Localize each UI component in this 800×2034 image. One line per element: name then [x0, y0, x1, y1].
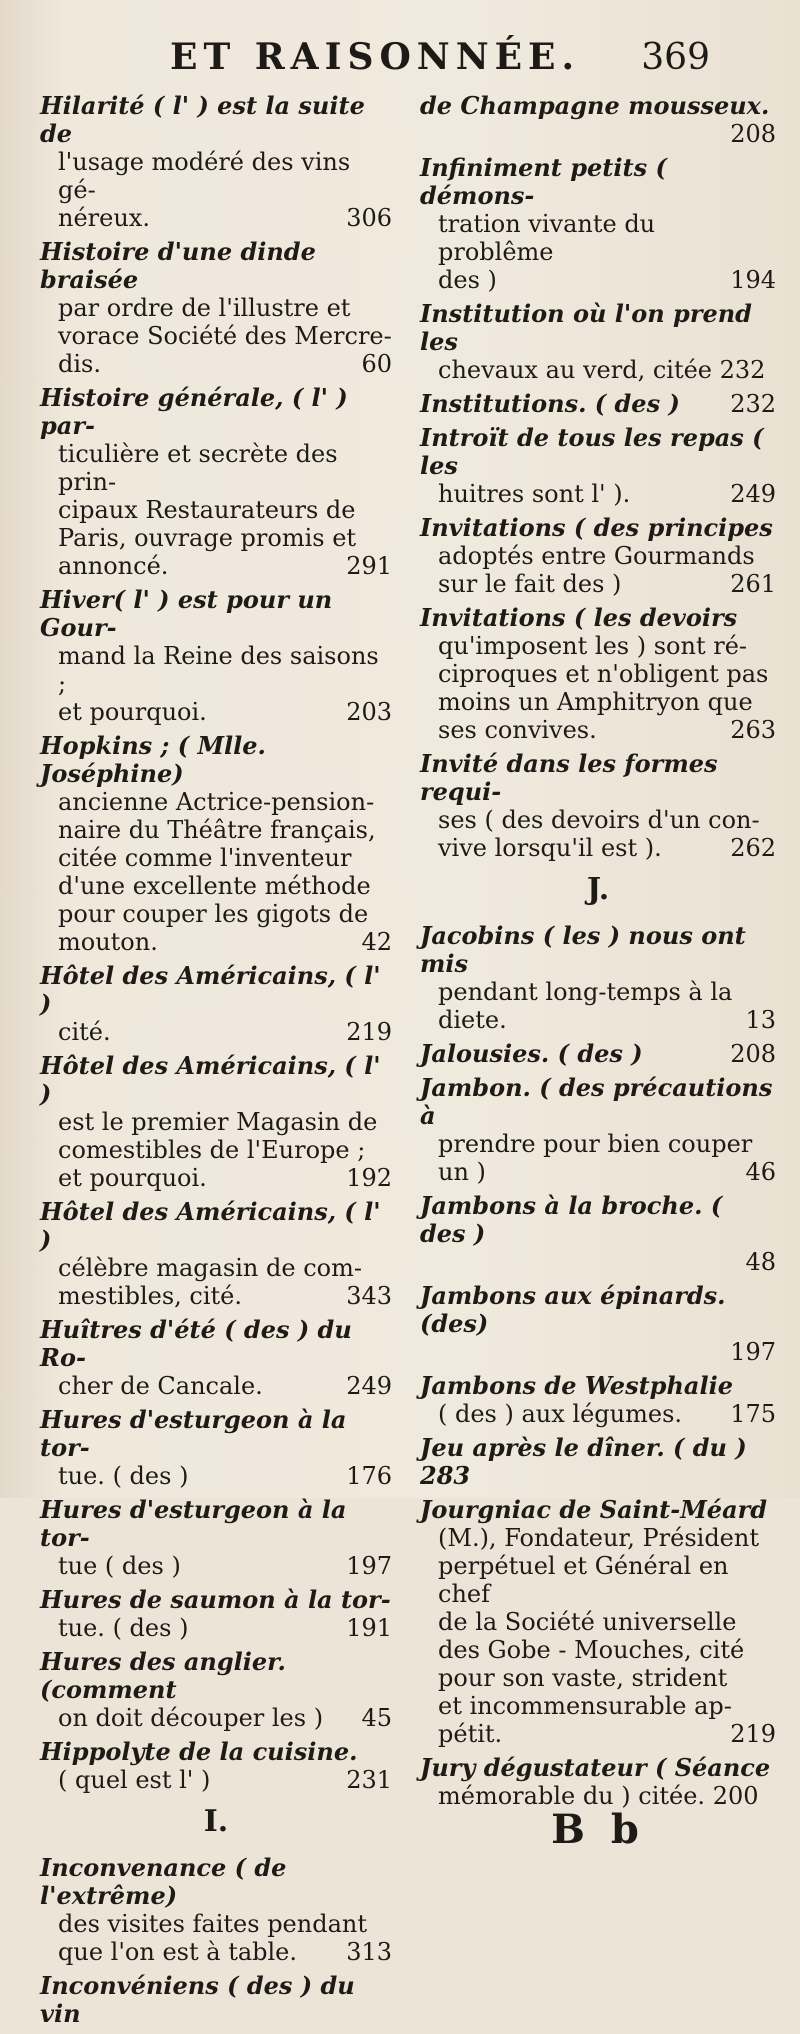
entry-text: mémorable du ) citée. 200 [438, 1782, 759, 1810]
index-entry-line [420, 1720, 776, 1748]
index-entry-line [420, 1552, 776, 1608]
page-ref: 175 [730, 1400, 776, 1428]
entry-text: Invité dans les formes requi- [420, 749, 718, 806]
entry-text: cher de Cancale. [58, 1372, 263, 1400]
entry-text: mand la Reine des saisons ; [58, 642, 379, 698]
index-entry-line [420, 1074, 776, 1130]
index-entry-line [420, 1496, 776, 1524]
entry-text: Hopkins ; ( Mlle. Joséphine) [40, 731, 266, 788]
index-entry-line [420, 1282, 776, 1338]
entry-text: (M.), Fondateur, Président [438, 1524, 759, 1552]
index-column-right [420, 91, 776, 1853]
entry-text: qu'imposent les ) sont ré- [438, 632, 748, 660]
index-entry-line [40, 1704, 392, 1732]
index-entry [40, 1052, 392, 1192]
entry-text: ( des ) aux légumes. [438, 1400, 683, 1428]
index-entry-line [420, 300, 776, 356]
index-entry [40, 732, 392, 956]
index-entry [40, 92, 392, 232]
running-head [170, 36, 710, 78]
page-ref: 219 [346, 1018, 392, 1046]
index-entry [40, 1586, 392, 1642]
page-number: 369 [641, 37, 710, 78]
index-entry-line [420, 834, 776, 862]
entry-text: sur le fait des ) [438, 570, 622, 598]
entry-text: Hures des anglier.(comment [40, 1647, 286, 1704]
page-ref: 306 [346, 204, 392, 232]
index-entry-line [420, 632, 776, 660]
index-entry [420, 154, 776, 294]
index-entry-line [420, 978, 776, 1006]
index-entry-line [40, 1972, 392, 2028]
entry-text: Jalousies. ( des ) [420, 1039, 643, 1068]
entry-text: chevaux au verd, citée 232 [438, 356, 766, 384]
page-ref: 42 [361, 928, 392, 956]
index-entry [420, 1496, 776, 1748]
index-entry-line [40, 1198, 392, 1254]
entry-text: tue ( des ) [58, 1552, 181, 1580]
index-entry [40, 1316, 392, 1400]
entry-text: on doit découper les ) [58, 1704, 324, 1732]
index-entry-line [420, 1248, 776, 1276]
entry-text: naire du Théâtre français, [58, 816, 376, 844]
index-entry-line [40, 1254, 392, 1282]
entry-text: pour son vaste, strident [438, 1664, 728, 1692]
index-entry-line [420, 1754, 776, 1782]
entry-text: un ) [438, 1158, 486, 1186]
index-entry-line [420, 1636, 776, 1664]
index-entry-line [40, 1406, 392, 1462]
entry-text: annoncé. [58, 552, 169, 580]
entry-text: Jury dégustateur ( Séance [420, 1753, 771, 1782]
entry-text: mouton. [58, 928, 158, 956]
section-letter: I. [203, 1804, 229, 1839]
entry-text: Jeu après le dîner. ( du ) 283 [420, 1433, 747, 1490]
index-entry-line [420, 604, 776, 632]
index-entry-line [40, 294, 392, 322]
entry-text: l'usage modéré des vins gé- [58, 148, 351, 204]
index-entry-line [420, 1158, 776, 1186]
index-entry-line [420, 356, 776, 384]
entry-text: de Champagne mousseux. [420, 91, 770, 120]
page-ref: 203 [346, 698, 392, 726]
index-entry [40, 384, 392, 580]
index-entry-line [40, 552, 392, 580]
index-entry-line [40, 732, 392, 788]
entry-text: et pourquoi. [58, 1164, 207, 1192]
index-entry-line [420, 92, 776, 120]
index-entry-line [420, 1782, 776, 1810]
page-ref: 60 [361, 350, 392, 378]
entry-text: Hures d'esturgeon à la tor- [40, 1405, 347, 1462]
entry-text: Hippolyte de la cuisine. [40, 1737, 358, 1766]
entry-text: des ) [438, 266, 497, 294]
page-ref: 192 [346, 1164, 392, 1192]
index-entry-line [420, 750, 776, 806]
entry-text: pour couper les gigots de [58, 900, 369, 928]
entry-text: vorace Société des Mercre- [58, 322, 392, 350]
index-entry-line [40, 148, 392, 204]
index-entry [420, 514, 776, 598]
index-entry-line [40, 322, 392, 350]
entry-text: ciproques et n'obligent pas [438, 660, 769, 688]
index-entry [40, 1738, 392, 1794]
index-entry [420, 1192, 776, 1276]
page-ref: 48 [745, 1248, 776, 1276]
page-ref: 219 [730, 1720, 776, 1748]
page-ref: 249 [730, 480, 776, 508]
page-ref: 208 [730, 1040, 776, 1068]
entry-text: d'une excellente méthode [58, 872, 371, 900]
index-entry-line [420, 1608, 776, 1636]
index-entry [40, 1648, 392, 1732]
index-entry-line [420, 542, 776, 570]
entry-text: huitres sont l' ). [438, 480, 631, 508]
index-entry-line [40, 1108, 392, 1136]
index-entry [40, 962, 392, 1046]
entry-text: Hilarité ( l' ) est la suite de [40, 91, 365, 148]
index-entry [420, 1434, 776, 1490]
entry-text: moins un Amphitryon que [438, 688, 753, 716]
entry-text: des Gobe - Mouches, cité [438, 1636, 745, 1664]
index-entry-line [40, 928, 392, 956]
index-entry-line [420, 1400, 776, 1428]
entry-text: ancienne Actrice-pension- [58, 788, 375, 816]
index-entry-line [420, 1664, 776, 1692]
page-ref: 261 [730, 570, 776, 598]
index-entry-line [40, 524, 392, 552]
entry-text: Inconvenance ( de l'extrême) [40, 1853, 287, 1910]
index-entry-line [40, 1496, 392, 1552]
index-entry-line [420, 1040, 776, 1068]
index-entry-line [40, 900, 392, 928]
entry-text: Jambons de Westphalie [420, 1371, 733, 1400]
index-entry [40, 238, 392, 378]
index-entry-line [40, 816, 392, 844]
index-entry [420, 1040, 776, 1068]
index-column-left [40, 92, 392, 2034]
index-entry-line [40, 1052, 392, 1108]
page-ref: 231 [346, 1766, 392, 1794]
page-ref: 191 [346, 1614, 392, 1642]
index-entry-line [40, 1614, 392, 1642]
index-entry [420, 922, 776, 1034]
index-entry-line [40, 1910, 392, 1938]
entry-text: et pourquoi. [58, 698, 207, 726]
page-ref: 291 [346, 552, 392, 580]
index-entry [40, 1496, 392, 1580]
entry-text: Hures de saumon à la tor- [40, 1585, 391, 1614]
entry-text: Jambon. ( des précautions à [420, 1073, 773, 1130]
index-entry-line [420, 716, 776, 744]
entry-text: pétit. [438, 1720, 503, 1748]
entry-text: adoptés entre Gourmands [438, 542, 755, 570]
entry-text: tue. ( des ) [58, 1614, 189, 1642]
index-entry [420, 1372, 776, 1428]
page-ref: 249 [346, 1372, 392, 1400]
index-entry-line [40, 872, 392, 900]
page-ref: 46 [745, 1158, 776, 1186]
entry-text: Institutions. ( des ) [420, 389, 680, 418]
entry-text: ses ( des devoirs d'un con- [438, 806, 760, 834]
index-entry [40, 586, 392, 726]
index-entry-line [40, 350, 392, 378]
page-ref: 13 [745, 1006, 776, 1034]
page-ref: 197 [730, 1338, 776, 1366]
index-entry-line [40, 496, 392, 524]
index-entry-line [40, 1018, 392, 1046]
page-ref: 45 [361, 1704, 392, 1732]
page-ref: 194 [730, 266, 776, 294]
index-entry [420, 604, 776, 744]
index-entry [40, 1406, 392, 1490]
entry-text: ( quel est l' ) [58, 1766, 211, 1794]
index-entry-line [40, 698, 392, 726]
entry-text: Huîtres d'été ( des ) du Ro- [40, 1315, 352, 1372]
index-entry-line [40, 844, 392, 872]
entry-text: tue. ( des ) [58, 1462, 189, 1490]
entry-text: Jambons à la broche. ( des ) [420, 1191, 723, 1248]
index-entry-line [40, 1136, 392, 1164]
index-entry [40, 1198, 392, 1310]
index-entry-line [40, 1586, 392, 1614]
entry-text: prendre pour bien couper [438, 1130, 753, 1158]
index-entry [420, 300, 776, 384]
entry-text: vive lorsqu'il est ). [438, 834, 662, 862]
index-entry-line [420, 1524, 776, 1552]
entry-text: Paris, ouvrage promis et [58, 524, 357, 552]
entry-text: citée comme l'inventeur [58, 844, 352, 872]
page-ref: 313 [346, 1938, 392, 1966]
page-ref: 176 [346, 1462, 392, 1490]
index-entry-line [420, 1192, 776, 1248]
index-entry-line [40, 1738, 392, 1766]
entry-text: que l'on est à table. [58, 1938, 298, 1966]
index-entry-line [420, 1372, 776, 1400]
index-entry-line [40, 384, 392, 440]
entry-text: cipaux Restaurateurs de [58, 496, 356, 524]
entry-text: perpétuel et Général en chef [438, 1552, 729, 1608]
index-entry-line [40, 1854, 392, 1910]
index-entry-line [40, 1164, 392, 1192]
index-entry-line [420, 390, 776, 418]
index-entry-line [40, 92, 392, 148]
index-entry-line [40, 1766, 392, 1794]
index-entry-line [40, 1938, 392, 1966]
index-entry-line [420, 1434, 776, 1490]
index-entry-line [40, 1552, 392, 1580]
index-entry-line [40, 1282, 392, 1310]
index-entry-line [40, 642, 392, 698]
index-entry-line [40, 1316, 392, 1372]
index-entry [420, 1282, 776, 1366]
index-entry [420, 1754, 776, 1810]
page-ref: 232 [730, 390, 776, 418]
index-entry-line [420, 120, 776, 148]
entry-text: tration vivante du problême [438, 210, 656, 266]
entry-text: Inconvéniens ( des ) du vin [40, 1971, 355, 2028]
entry-text: Institution où l'on prend les [420, 299, 752, 356]
entry-text: Hures d'esturgeon à la tor- [40, 1495, 347, 1552]
entry-text: Hôtel des Américains, ( l' ) [40, 1197, 381, 1254]
entry-text: néreux. [58, 204, 150, 232]
entry-text: Jambons aux épinards. (des) [420, 1281, 726, 1338]
index-entry [40, 1854, 392, 1966]
index-entry-line [420, 1692, 776, 1720]
entry-text: Invitations ( des principes [420, 513, 773, 542]
entry-text: Jourgniac de Saint-Méard [420, 1495, 768, 1524]
index-entry-line [40, 586, 392, 642]
index-entry-line [40, 1462, 392, 1490]
entry-text: Introït de tous les repas ( les [420, 423, 764, 480]
entry-text: Infiniment petits ( démons- [420, 153, 667, 210]
page-ref: 343 [346, 1282, 392, 1310]
index-entry-line [40, 788, 392, 816]
entry-text: ticulière et secrète des prin- [58, 440, 338, 496]
index-entry-line [40, 440, 392, 496]
index-entry-line [420, 922, 776, 978]
index-entry-line [420, 1338, 776, 1366]
index-entry-line [420, 660, 776, 688]
entry-text: dis. [58, 350, 101, 378]
entry-text: comestibles de l'Europe ; [58, 1136, 366, 1164]
index-entry-line [420, 480, 776, 508]
entry-text: pendant long-temps à la [438, 978, 733, 1006]
index-entry-line [40, 962, 392, 1018]
entry-text: diete. [438, 1006, 507, 1034]
page-ref: 263 [730, 716, 776, 744]
page-ref: 197 [346, 1552, 392, 1580]
index-entry-line [420, 1006, 776, 1034]
entry-text: Histoire d'une dinde braisée [40, 237, 316, 294]
index-entry-line [420, 266, 776, 294]
running-title: ET RAISONNÉE. [170, 36, 581, 78]
entry-text: ses convives. [438, 716, 597, 744]
index-entry [420, 424, 776, 508]
index-entry-line [40, 1648, 392, 1704]
entry-text: célèbre magasin de com- [58, 1254, 362, 1282]
index-entry-line [420, 154, 776, 210]
index-entry-line [40, 238, 392, 294]
entry-text: Histoire générale, ( l' ) par- [40, 383, 348, 440]
index-entry-line [420, 1130, 776, 1158]
entry-text: Invitations ( les devoirs [420, 603, 738, 632]
index-entry-line [420, 424, 776, 480]
index-entry [40, 1972, 392, 2028]
index-entry-line [420, 210, 776, 266]
index-entry-line [420, 570, 776, 598]
entry-text: cité. [58, 1018, 111, 1046]
page-ref: 262 [730, 834, 776, 862]
entry-text: de la Société universelle [438, 1608, 737, 1636]
entry-text: Hôtel des Américains, ( l' ) [40, 961, 381, 1018]
entry-text: mestibles, cité. [58, 1282, 243, 1310]
index-entry [420, 92, 776, 148]
entry-text: Hiver( l' ) est pour un Gour- [40, 585, 333, 642]
entry-text: par ordre de l'illustre et [58, 294, 351, 322]
entry-text: des visites faites pendant [58, 1910, 367, 1938]
index-entry [420, 1074, 776, 1186]
section-letter: J. [586, 872, 610, 907]
index-entry-line [420, 688, 776, 716]
entry-text: est le premier Magasin de [58, 1108, 378, 1136]
page-ref: 208 [730, 120, 776, 148]
entry-text: Jacobins ( les ) nous ont mis [420, 921, 746, 978]
index-entry [420, 390, 776, 418]
entry-text: et incommensurable ap- [438, 1692, 732, 1720]
index-entry-line [40, 1372, 392, 1400]
index-entry-line [420, 514, 776, 542]
signature-mark: B b [551, 1806, 645, 1853]
index-entry-line [40, 204, 392, 232]
entry-text: Hôtel des Américains, ( l' ) [40, 1051, 381, 1108]
index-entry [420, 750, 776, 862]
index-entry-line [420, 806, 776, 834]
